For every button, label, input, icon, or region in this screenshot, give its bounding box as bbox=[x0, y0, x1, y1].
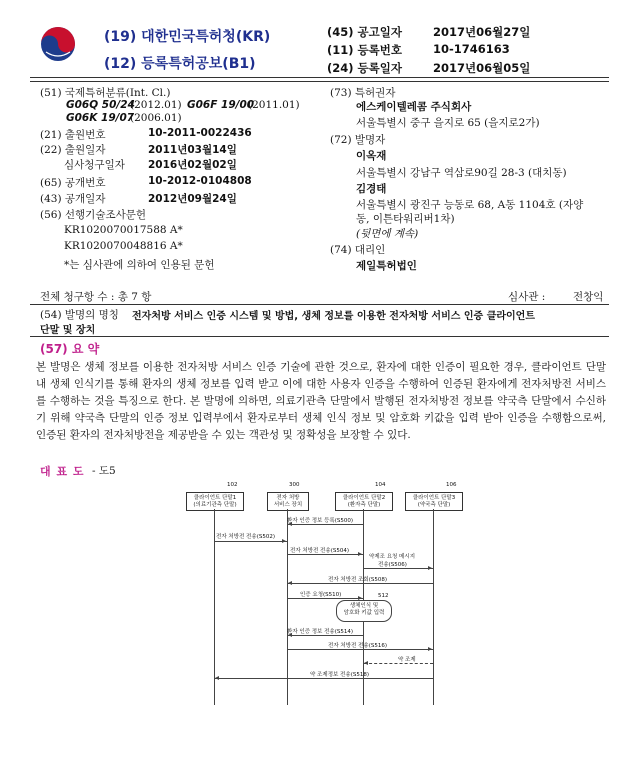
claims-rule bbox=[30, 304, 609, 305]
bubble-line1: 생체인식 및 bbox=[349, 603, 379, 609]
ipc-1: G06Q 50/24 bbox=[66, 99, 135, 111]
invention-title-line2: 단말 및 장치 bbox=[40, 325, 96, 336]
rep-drawing-label: 대 표 도 bbox=[40, 465, 85, 478]
registration-no: 10-1746163 bbox=[433, 42, 510, 56]
box-service-l2: 서비스 장치 bbox=[273, 502, 303, 508]
msg-s514-label: 환자 인증 정보 전송(S514) bbox=[287, 629, 354, 635]
ref-300: 300 bbox=[289, 482, 300, 488]
msg-s504-arrow bbox=[358, 552, 362, 556]
box-service bbox=[267, 492, 309, 511]
box-client1 bbox=[186, 492, 244, 511]
msg-s500-label: 환자 인증 정보 등록(S500) bbox=[287, 518, 354, 524]
box-client1-l2: (의료기관측 단말) bbox=[193, 502, 237, 508]
ipc-label: (51) 국제특허분류(Int. Cl.) bbox=[40, 87, 171, 99]
holder-name: 에스케이텔레콤 주식회사 bbox=[356, 101, 472, 113]
ref-512: 512 bbox=[378, 593, 389, 599]
inventor-1-name: 이옥재 bbox=[356, 150, 387, 162]
msg-s506-arrow bbox=[428, 566, 432, 570]
msg-s508 bbox=[288, 583, 433, 584]
box-client3-l1: 클라이언트 단말3 bbox=[412, 495, 456, 501]
msg-s516 bbox=[288, 649, 433, 650]
rep-drawing-value: - 도5 bbox=[92, 465, 116, 477]
msg-s500-arrow bbox=[288, 522, 292, 526]
ipc-3: G06K 19/07 bbox=[66, 112, 135, 124]
msg-s516-arrow bbox=[428, 647, 432, 651]
msg-s516-label: 전자 처방전 전송(S516) bbox=[328, 643, 387, 649]
prior-art-2: KR1020070048816 A* bbox=[64, 240, 183, 252]
app-no: 10-2011-0022436 bbox=[148, 127, 252, 139]
msg-s518 bbox=[215, 678, 433, 679]
lifeline-service bbox=[287, 509, 288, 705]
ipc-2: G06F 19/00 bbox=[187, 99, 255, 111]
box-client2-l1: 클라이언트 단말2 bbox=[342, 495, 386, 501]
msg-s506-label-1: 약제조 요청 메시지 bbox=[369, 554, 416, 560]
kipo-logo bbox=[40, 26, 76, 62]
sequence-diagram bbox=[170, 482, 470, 706]
header-rule bbox=[30, 77, 609, 82]
msg-s502-label: 전자 처방전 전송(S502) bbox=[216, 534, 275, 540]
msg-s518-arrow bbox=[215, 676, 219, 680]
abstract-body: 본 발명은 생체 정보를 이용한 전자처방 서비스 인증 기술에 관한 것으로, 환자에 대한 인증이 필요한 경우, 클라이언트 단말 내 생체 인식기를 통해 환자의 생체 정보를 입력 받고 이에 대한 사용자 인증을 수행하여 인증된 환자에게 전자처방전 서비스를 수행하는 것을 특징으로 한다. 본 발명에 의하면, 의료기관측 단말에서 발행된 전자처방전 정보를 약국측 단말에서 수신하기 위해 약국측 단말의 인증 정보 입력부에서 환자로부터 생체 인식 정보 및 암호화 키값을 입력 받아 인증을 수행함으로써, 인증된 환자의 전자처방전을 제공받을 수 있는 객관성 및 정확성을 보장할 수 있다. bbox=[36, 361, 606, 441]
msg-s500 bbox=[288, 524, 363, 525]
claims-count: 전체 청구항 수 : 총 7 항 bbox=[40, 291, 152, 303]
prior-art-label: (56) 선행기술조사문헌 bbox=[40, 209, 147, 221]
msg-s514-arrow bbox=[288, 633, 292, 637]
holder-label: (73) 특허권자 bbox=[330, 87, 396, 99]
pub-date-label: (43) 공개일자 bbox=[40, 193, 106, 205]
msg-s510-label: 인증 요청(S510) bbox=[300, 592, 342, 598]
box-client2-l2: (환자측 단말) bbox=[347, 502, 381, 508]
prior-art-note: *는 심사관에 의하여 인용된 문헌 bbox=[64, 259, 215, 271]
inventor-2-address-1: 서울특별시 광진구 능동로 68, A동 1104호 (자양 bbox=[356, 199, 584, 211]
dispense-label: 약 조제 bbox=[398, 657, 416, 663]
agent-name: 제일특허법인 bbox=[356, 260, 417, 272]
app-no-label: (21) 출원번호 bbox=[40, 129, 106, 141]
app-date-label: (22) 출원일자 bbox=[40, 144, 106, 156]
msg-s504 bbox=[288, 554, 363, 555]
ipc-3-date: (2006.01) bbox=[130, 112, 182, 124]
announce-date: 2017년06월27일 bbox=[433, 25, 531, 39]
ipc-2-date: (2011.01) bbox=[248, 99, 300, 111]
title-label: (54) 발명의 명칭 bbox=[40, 309, 119, 321]
lifeline-client3 bbox=[433, 509, 434, 705]
app-date: 2011년03월14일 bbox=[148, 144, 237, 156]
msg-s508-arrow bbox=[288, 581, 292, 585]
examiner-label: 심사관 : bbox=[508, 291, 546, 303]
agent-label: (74) 대리인 bbox=[330, 244, 386, 256]
dispense-arrow bbox=[364, 661, 368, 665]
registration-date-label: (24) 등록일자 bbox=[327, 61, 402, 75]
abstract-heading: (57) 요 약 bbox=[40, 342, 100, 356]
ref-104: 104 bbox=[375, 482, 386, 488]
msg-s508-label: 전자 처방전 조회(S508) bbox=[328, 577, 387, 583]
msg-s506-label-2: 전송(S506) bbox=[378, 562, 407, 568]
pub-no-label: (65) 공개번호 bbox=[40, 177, 106, 189]
registration-date: 2017년06월05일 bbox=[433, 61, 531, 75]
msg-s510 bbox=[288, 598, 363, 599]
publication-type: (12) 등록특허공보(B1) bbox=[104, 56, 256, 72]
box-service-l1: 전자 처방 bbox=[276, 495, 300, 501]
inventor-1-address: 서울특별시 강남구 역삼로90길 28-3 (대치동) bbox=[356, 167, 567, 179]
inventor-label: (72) 발명자 bbox=[330, 134, 386, 146]
title-rule bbox=[30, 336, 609, 337]
registration-no-label: (11) 등록번호 bbox=[327, 43, 402, 57]
biometric-input-bubble bbox=[336, 600, 392, 622]
box-client1-l1: 클라이언트 단말1 bbox=[193, 495, 237, 501]
pub-date: 2012년09월24일 bbox=[148, 193, 237, 205]
office-name: (19) 대한민국특허청(KR) bbox=[104, 29, 271, 45]
box-client3-l2: (약국측 단말) bbox=[417, 502, 451, 508]
msg-s514 bbox=[288, 635, 363, 636]
msg-s502 bbox=[215, 541, 287, 542]
msg-s504-label: 전자 처방전 전송(S504) bbox=[290, 548, 349, 554]
invention-title-line1: 전자처방 서비스 인증 시스템 및 방법, 생체 정보를 이용한 전자처방 서비스 인증 클라이언트 bbox=[132, 311, 535, 322]
msg-s502-arrow bbox=[282, 539, 286, 543]
announce-date-label: (45) 공고일자 bbox=[327, 25, 402, 39]
dispense-line bbox=[364, 663, 433, 664]
exam-date-label: 심사청구일자 bbox=[64, 159, 125, 171]
continued-note: (뒷면에 계속) bbox=[356, 228, 419, 240]
inventor-2-address-2: 동, 이튼타워리버1차) bbox=[356, 213, 455, 225]
holder-address: 서울특별시 중구 을지로 65 (을지로2가) bbox=[356, 117, 540, 129]
prior-art-1: KR1020070017588 A* bbox=[64, 224, 183, 236]
ref-106: 106 bbox=[446, 482, 457, 488]
msg-s518-label: 약 조제정보 전송(S518) bbox=[310, 672, 369, 678]
msg-s506 bbox=[364, 568, 433, 569]
examiner-name: 전창익 bbox=[573, 291, 604, 303]
ref-102: 102 bbox=[227, 482, 238, 488]
ipc-1-date: (2012.01) bbox=[130, 99, 182, 111]
box-client2 bbox=[335, 492, 393, 511]
pub-no: 10-2012-0104808 bbox=[148, 175, 252, 187]
bubble-line2: 암호화 키값 입력 bbox=[343, 610, 385, 616]
box-client3 bbox=[405, 492, 463, 511]
exam-date: 2016년02월02일 bbox=[148, 159, 237, 171]
inventor-2-name: 김경태 bbox=[356, 183, 387, 195]
